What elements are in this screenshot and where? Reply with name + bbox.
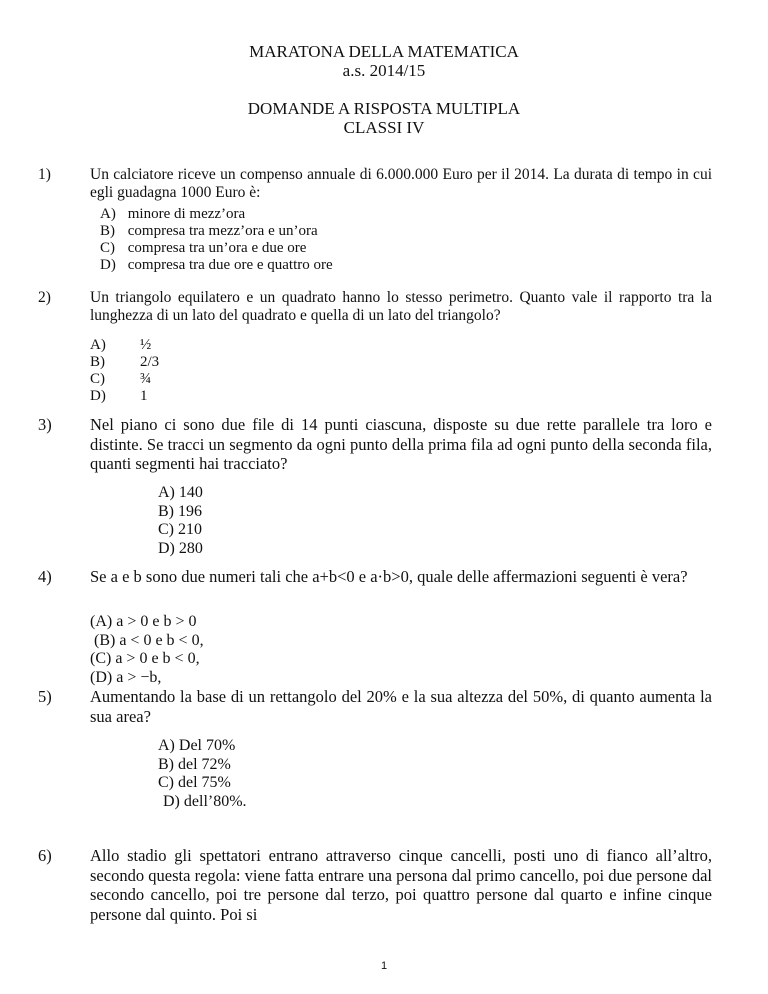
question-number: 3) [38,415,52,434]
option-a [90,613,204,632]
option-label: B) [90,354,105,370]
option-b [158,756,247,775]
option-c [100,240,333,257]
option-d [90,388,159,405]
option-c [158,521,203,540]
question-text: Un calciatore riceve un compenso annuale di 6.000.000 Euro per il 2014. La durata di tempo in cui egli guadagna 1000 Euro è: [90,166,712,201]
option-text: compresa tra mezz’ora e un’ora [127,223,318,239]
question-text: Un triangolo equilatero e un quadrato hanno lo stesso perimetro. Quanto vale il rapporto tra la lunghezza di un lato del quadrato e quella di un lato del triangolo? [90,289,712,324]
option-text: dell’80%. [183,792,247,810]
option-d [158,540,203,559]
option-text: a > 0 e b > 0 [116,613,197,630]
option-text: a > 0 e b < 0, [115,650,200,667]
options-2 [90,337,159,405]
option-c [158,774,247,793]
option-label: (A) [90,613,113,630]
option-label: B) [100,223,115,239]
document-title: MARATONA DELLA MATEMATICA [249,42,519,61]
option-label: A) [90,337,106,353]
option-b [90,632,204,651]
question-text: Se a e b sono due numeri tali che a+b<0 e a·b>0, quale delle affermazioni seguenti è vera? [90,567,688,586]
option-label: D) [90,388,106,404]
section-title: DOMANDE A RISPOSTA MULTIPLA [247,99,521,118]
question-number: 5) [38,687,52,706]
option-a [158,737,247,756]
question-text: Nel piano ci sono due file di 14 punti ciascuna, disposte su due rette parallele tra loro e distinte. Se tracci un segmento da ogni punto della prima fila ad ogni punto della seconda fila, quanti segmenti hai tracciato? [90,415,712,473]
option-text: compresa tra un’ora e due ore [127,240,307,256]
options-4 [90,613,204,687]
option-a [100,206,333,223]
option-text: 140 [178,484,203,501]
option-text: a > −b, [116,668,162,686]
option-c [90,650,204,669]
option-b [158,503,203,522]
option-text: del 72% [178,755,231,773]
option-text: 280 [178,539,203,557]
question-4 [38,567,712,587]
option-label: C) [100,240,115,256]
question-number: 4) [38,567,52,586]
option-label: A) [158,737,175,754]
option-text: del 75% [178,774,231,791]
option-label: C) [158,521,174,538]
option-a [90,337,159,354]
option-d [100,257,333,274]
option-a [158,484,203,503]
option-label: A) [100,206,116,222]
option-text: Del 70% [178,737,236,754]
option-text: ¾ [140,371,152,387]
option-b [100,223,333,240]
question-1 [38,166,712,202]
question-5 [38,687,712,726]
page-number: 1 [380,960,388,972]
question-3 [38,415,712,474]
option-text: compresa tra due ore e quattro ore [127,257,333,273]
question-number: 2) [38,289,51,306]
options-3 [158,484,203,558]
option-text: 196 [178,502,202,520]
option-d [90,669,204,688]
question-number: 1) [38,166,51,183]
option-label: B) [158,755,174,773]
option-label: B) [158,502,174,520]
option-label: A) [158,484,175,501]
option-label: D) [100,257,116,273]
school-year: a.s. 2014/15 [342,61,426,80]
option-label: C) [90,371,105,387]
question-text: Aumentando la base di un rettangolo del 20% e la sua altezza del 50%, di quanto aumenta la sua area? [90,687,712,726]
option-label: (C) [90,650,112,667]
option-c [90,371,159,388]
option-label: (B) [94,631,116,649]
option-text: 210 [178,521,202,538]
option-label: C) [158,774,174,791]
option-text: ½ [140,337,152,353]
option-label: D) [163,792,180,810]
option-text: a < 0 e b < 0, [119,631,204,649]
classes-label: CLASSI IV [343,118,425,137]
question-number: 6) [38,846,52,865]
option-b [90,354,159,371]
option-d [158,793,247,812]
question-text: Allo stadio gli spettatori entrano attraverso cinque cancelli, posti uno di fianco all’altro, secondo questa regola: viene fatta entrare una persona dal primo cancello, poi due persone dal secondo cancello, poi tre persone dal terzo, poi quattro persone dal quarto e infine cinque persone dal quinto. Poi si [90,846,712,924]
option-text: 2/3 [140,354,160,370]
options-1 [100,206,333,274]
option-label: D) [158,539,175,557]
question-6 [38,846,712,924]
option-text: minore di mezz’ora [127,206,246,222]
option-label: (D) [90,668,113,686]
options-5 [158,737,247,811]
question-2 [38,289,712,325]
option-text: 1 [140,388,148,404]
